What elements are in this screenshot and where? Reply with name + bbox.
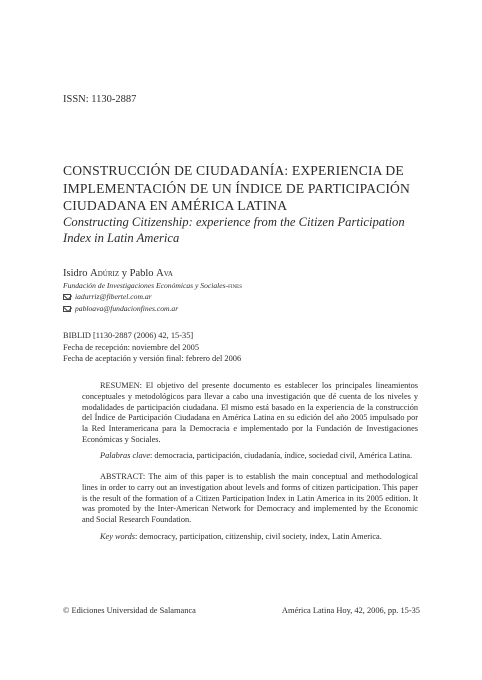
affiliation xyxy=(63,281,242,290)
title-spanish-line: IMPLEMENTACIÓN DE UN ÍNDICE DE PARTICIPACIÓN xyxy=(63,180,410,196)
author1-last: Adúriz xyxy=(90,268,120,279)
key-words-label: Key words xyxy=(100,532,135,541)
authors xyxy=(63,268,173,279)
mail-icon xyxy=(63,306,71,312)
abstract-text: ABSTRACT: The aim of this paper is to establish the main conceptual and methodological lines in order to carry out an investigation about levels and forms of citizen participation. This paper is the result of the formation of a Citizen Participation Index in Latin America in its 2005 edition. It was promoted by the Inter-American Network for Democracy and implemented by the Economic and Social Research Foundation. xyxy=(82,472,418,525)
email-line xyxy=(63,304,178,313)
title-spanish-line: CONSTRUCCIÓN DE CIUDADANÍA: EXPERIENCIA DE xyxy=(63,163,404,178)
issn: ISSN: 1130-2887 xyxy=(63,94,137,105)
abstract-paragraph xyxy=(82,472,418,526)
email-link[interactable]: pabloava@fundacionfines.com.ar xyxy=(75,304,179,313)
accepted-date: Fecha de aceptación y versión final: febrero del 2006 xyxy=(63,354,242,363)
footer-citation: América Latina Hoy, 42, 2006, pp. 15-35 xyxy=(281,606,420,615)
resumen-paragraph xyxy=(82,381,418,446)
palabras-clave-text: : democracia, participación, ciudadanía, índice, sociedad civil, América Latina. xyxy=(150,451,413,460)
title-english-line: Index in Latin America xyxy=(63,231,180,245)
title-english-line: Constructing Citizenship: experience from the Citizen Participation xyxy=(63,215,405,229)
author-joiner: y Pablo xyxy=(119,268,157,279)
affiliation-acronym: fines xyxy=(228,281,243,290)
mail-icon xyxy=(63,294,71,300)
biblid: BIBLID [1130-2887 (2006) 42, 15-35] xyxy=(63,331,194,340)
biblio-info xyxy=(63,330,241,365)
key-words-text: : democracy, participation, citizenship, civil society, index, Latin America. xyxy=(134,532,382,541)
email-line xyxy=(63,292,152,301)
author2-last: Ava xyxy=(156,268,173,279)
palabras-clave-label: Palabras clave xyxy=(100,451,151,460)
title-english xyxy=(63,214,423,246)
email-link[interactable]: iadurriz@fibertel.com.ar xyxy=(75,292,152,301)
key-words xyxy=(82,532,418,543)
affiliation-text: Fundación de Investigaciones Económicas y Sociales- xyxy=(63,281,229,290)
palabras-clave xyxy=(82,451,418,462)
resumen-text: RESUMEN: El objetivo del presente documento es establecer los principales lineamientos conceptuales y metodológicos para llevar a cabo una investigación que dé cuenta de los niveles y modalidades de participación ciudadana. El mismo está basado en la experiencia de la construcción del Índice de Participación Ciudadana en América Latina en su edición del año 2005 impulsado por la Red Interamericana para la Democracia e implementado por la Fundación de Investigaciones Económicas y Sociales. xyxy=(82,381,418,444)
received-date: Fecha de recepción: noviembre del 2005 xyxy=(63,342,200,352)
title-spanish-line: CIUDADANA EN AMÉRICA LATINA xyxy=(63,198,288,213)
title-spanish xyxy=(63,162,423,215)
footer-copyright: © Ediciones Universidad de Salamanca xyxy=(63,606,196,615)
author1-first: Isidro xyxy=(63,268,91,279)
